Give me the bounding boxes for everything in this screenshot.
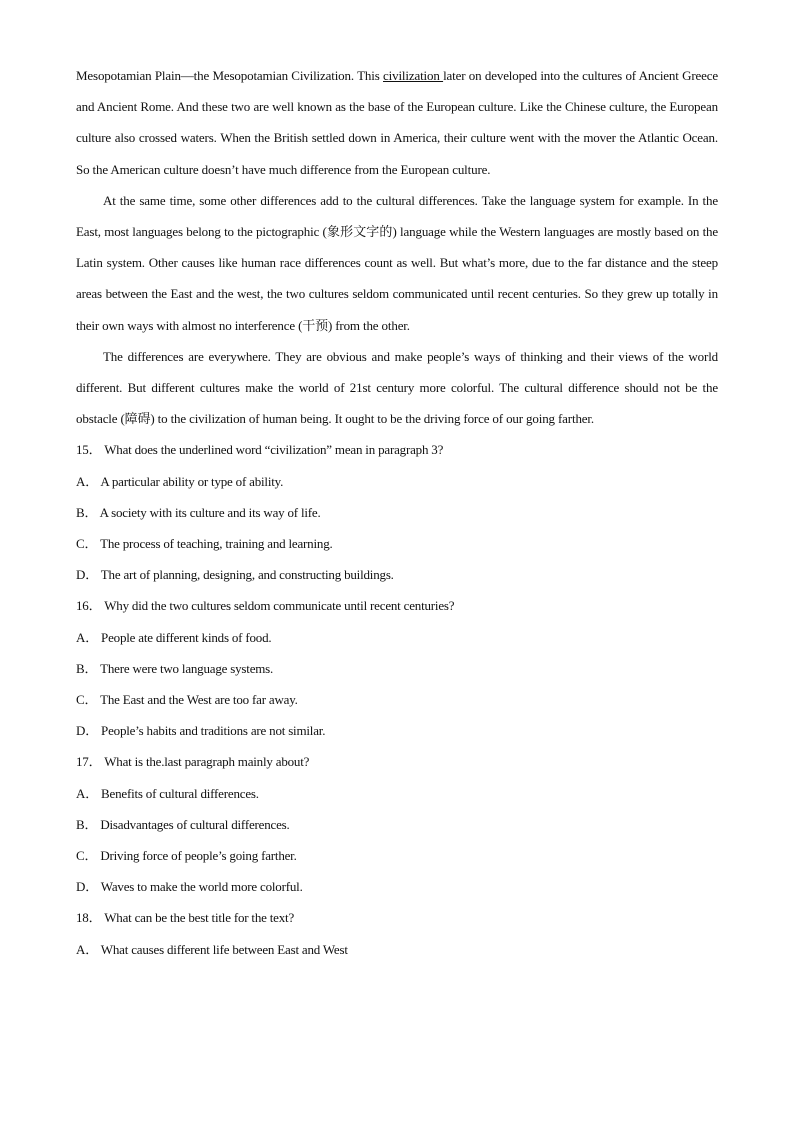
question-18 xyxy=(76,902,718,964)
question-stem: 15． What does the underlined word “civilization” mean in paragraph 3? xyxy=(76,442,444,458)
answer-option-a: A． A particular ability or type of ability. xyxy=(76,473,284,489)
paragraph-1-text-end: later on developed into the cultures of Ancient Greece and Ancient Rome. And these two are well known as the base of the European culture. Like the Chinese culture, the European culture also crossed waters. When the British settled down in America, their culture went with the mover the Atlantic Ocean. So the American culture doesn’t have much difference from the European culture. xyxy=(76,68,718,177)
passage-paragraph-2: At the same time, some other differences add to the cultural differences. Take the language system for example. In the East, most languages belong to the pictographic (象形文字的) language while the Western languages are mostly based on the Latin system. Other causes like human race differences count as well. But what’s more, due to the far distance and the steep areas between the East and the west, the two cultures seldom communicated until recent centuries. So they grew up totally in their own ways with almost no interference (干预) from the other. xyxy=(76,192,718,333)
answer-option-c: C． The process of teaching, training and learning. xyxy=(76,536,333,552)
answer-option-b: B． Disadvantages of cultural differences. xyxy=(76,816,290,832)
answer-option-a: A． People ate different kinds of food. xyxy=(76,629,272,645)
passage-paragraph-3: The differences are everywhere. They are obvious and make people’s ways of thinking and their views of the world different. But different cultures make the world of 21st century more colorful. The cultural difference should not be the obstacle (障碍) to the civilization of human being. It ought to be the driving force of our going farther. xyxy=(76,348,718,427)
document-page xyxy=(76,60,718,965)
question-stem: 16． Why did the two cultures seldom communicate until recent centuries? xyxy=(76,598,455,614)
paragraph-1-text-start: Mesopotamian Plain—the Mesopotamian Civilization. This xyxy=(76,68,384,83)
answer-option-a: A． What causes different life between East and West xyxy=(76,941,348,957)
answer-option-d: D． Waves to make the world more colorful. xyxy=(76,879,303,895)
passage-paragraph-1 xyxy=(76,60,718,185)
answer-option-c: C． Driving force of people’s going farther. xyxy=(76,848,297,864)
question-stem: 18． What can be the best title for the text? xyxy=(76,910,295,926)
question-16 xyxy=(76,590,718,746)
answer-option-d: D． People’s habits and traditions are not similar. xyxy=(76,723,326,739)
question-15 xyxy=(76,434,718,590)
answer-option-b: B． A society with its culture and its way of life. xyxy=(76,504,321,520)
underlined-word-civilization: civilization xyxy=(383,68,444,83)
question-17 xyxy=(76,746,718,902)
answer-option-b: B． There were two language systems. xyxy=(76,660,274,676)
answer-option-c: C． The East and the West are too far away. xyxy=(76,692,298,708)
answer-option-d: D． The art of planning, designing, and constructing buildings. xyxy=(76,567,394,583)
question-stem: 17． What is the.last paragraph mainly about? xyxy=(76,754,310,770)
answer-option-a: A． Benefits of cultural differences. xyxy=(76,785,259,801)
